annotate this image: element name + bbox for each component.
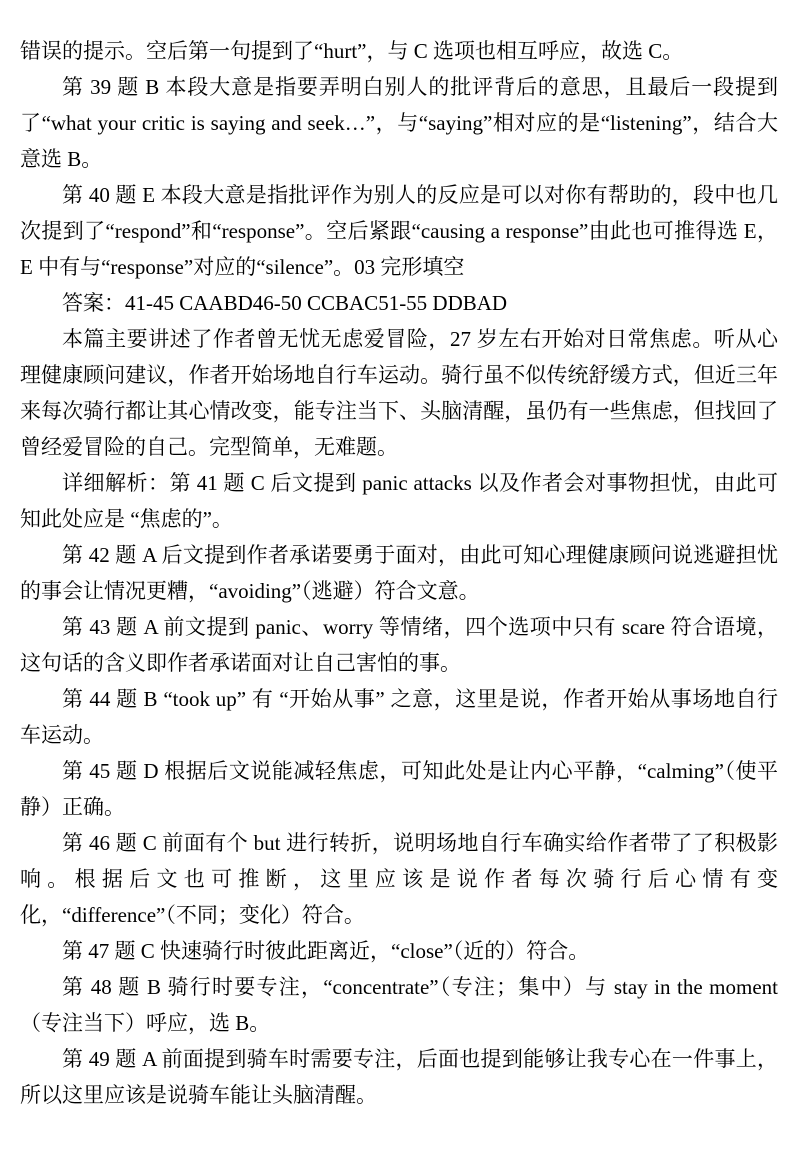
paragraph: 答案：41-45 CAABD46-50 CCBAC51-55 DDBAD xyxy=(62,291,508,315)
paragraph: 第 44 题 B “took up” 有 “开始从事” 之意，这里是说，作者开始从事场地自行车运动。 xyxy=(20,687,778,747)
document-body xyxy=(20,33,778,1113)
paragraph: 第 40 题 E 本段大意是指批评作为别人的反应是可以对你有帮助的，段中也几次提到了“respond”和“response”。空后紧跟“causing a response”由此也可推得选 E，E 中有与“response”对应的“silence”。03 完形填空 xyxy=(20,183,778,279)
paragraph: 第 46 题 C 前面有个 but 进行转折，说明场地自行车确实给作者带了了积极影响。根据后文也可推断，这里应该是说作者每次骑行后心情有变化，“difference”（不同；变化）符合。 xyxy=(20,831,778,927)
paragraph: 本篇主要讲述了作者曾无忧无虑爱冒险，27 岁左右开始对日常焦虑。听从心理健康顾问建议，作者开始场地自行车运动。骑行虽不似传统舒缓方式，但近三年来每次骑行都让其心情改变，能专注当下、头脑清醒，虽仍有一些焦虑，但找回了曾经爱冒险的自己。完型简单，无难题。 xyxy=(20,327,778,459)
paragraph: 第 47 题 C 快速骑行时彼此距离近，“close”（近的）符合。 xyxy=(62,939,590,963)
paragraph: 第 42 题 A 后文提到作者承诺要勇于面对，由此可知心理健康顾问说逃避担忧的事会让情况更糟，“avoiding”（逃避）符合文意。 xyxy=(20,543,778,603)
paragraph: 第 39 题 B 本段大意是指要弄明白别人的批评背后的意思，且最后一段提到了“what your critic is saying and seek…”，与“saying”相对应的是“listening”，结合大意选 B。 xyxy=(20,75,778,171)
paragraph: 第 43 题 A 前文提到 panic、worry 等情绪，四个选项中只有 scare 符合语境，这句话的含义即作者承诺面对让自己害怕的事。 xyxy=(20,615,778,675)
paragraph: 第 49 题 A 前面提到骑车时需要专注，后面也提到能够让我专心在一件事上，所以这里应该是说骑车能让头脑清醒。 xyxy=(20,1047,778,1107)
paragraph: 详细解析：第 41 题 C 后文提到 panic attacks 以及作者会对事物担忧，由此可知此处应是 “焦虑的”。 xyxy=(20,471,778,531)
paragraph: 错误的提示。空后第一句提到了“hurt”，与 C 选项也相互呼应，故选 C。 xyxy=(20,39,684,63)
paragraph: 第 45 题 D 根据后文说能减轻焦虑，可知此处是让内心平静，“calming”（使平静）正确。 xyxy=(20,759,778,819)
paragraph: 第 48 题 B 骑行时要专注，“concentrate”（专注；集中）与 stay in the moment（专注当下）呼应，选 B。 xyxy=(20,975,778,1035)
